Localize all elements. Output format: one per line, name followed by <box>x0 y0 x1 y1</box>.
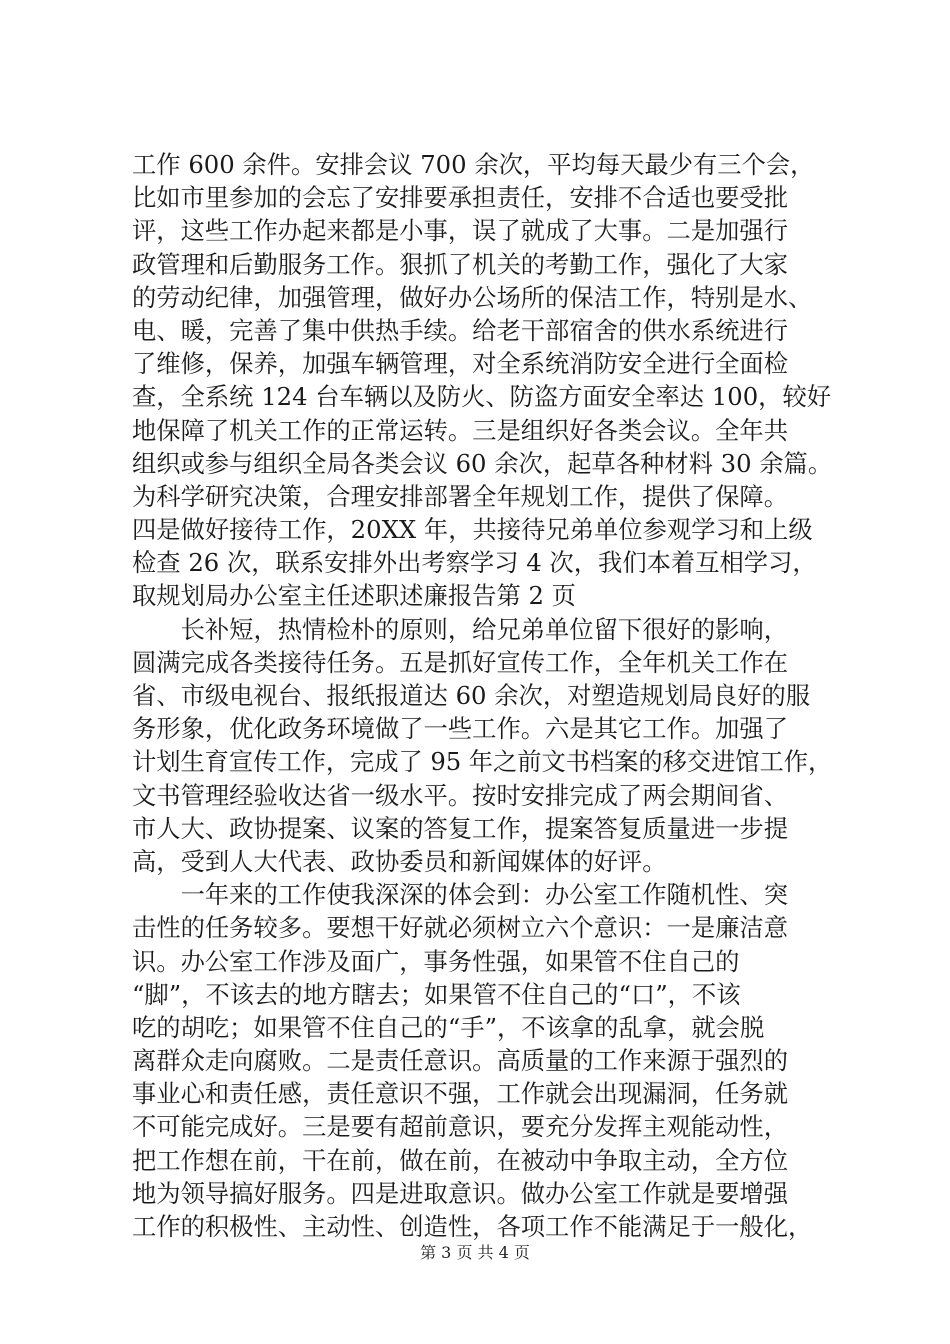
text-line: 务形象，优化政务环境做了一些工作。六是其它工作。加强了 <box>132 714 789 744</box>
text-line: 地保障了机关工作的正常运转。三是组织好各类会议。全年共 <box>132 415 789 445</box>
text-line: 评，这些工作办起来都是小事，误了就成了大事。二是加强行 <box>132 216 789 246</box>
text-line: 计划生育宣传工作，完成了 95 年之前文书档案的移交进馆工作， <box>132 747 833 777</box>
text-line: 识。办公室工作涉及面广，事务性强，如果管不住自己的 <box>132 946 740 976</box>
text-line: 组织或参与组织全局各类会议 60 余次，起草各种材料 30 余篇。 <box>132 448 833 478</box>
text-line: 的劳动纪律，加强管理，做好办公场所的保洁工作，特别是水、 <box>132 282 813 312</box>
text-line: “脚”，不该去的地方瞎去；如果管不住自己的“口”，不该 <box>132 979 741 1009</box>
text-line: 取规划局办公室主任述职述廉报告第 2 页 <box>132 581 576 611</box>
text-line: 离群众走向腐败。二是责任意识。高质量的工作来源于强烈的 <box>132 1046 789 1076</box>
text-line: 击性的任务较多。要想干好就必须树立六个意识：一是廉洁意 <box>132 913 789 943</box>
text-line: 查，全系统 124 台车辆以及防火、防盗方面安全率达 100，较好 <box>132 382 832 412</box>
document-body <box>132 148 832 1243</box>
text-line: 不可能完成好。三是要有超前意识，要充分发挥主观能动性， <box>132 1112 789 1142</box>
text-line: 了维修，保养，加强车辆管理，对全系统消防安全进行全面检 <box>132 349 789 379</box>
text-line: 为科学研究决策，合理安排部署全年规划工作，提供了保障。 <box>132 481 789 511</box>
text-line: 比如市里参加的会忘了安排要承担责任，安排不合适也要受批 <box>132 183 789 213</box>
text-line: 工作 600 余件。安排会议 700 余次，平均每天最少有三个会， <box>132 150 815 179</box>
text-line: 吃的胡吃；如果管不住自己的“手”，不该拿的乱拿，就会脱 <box>132 1012 765 1042</box>
page-footer: 第 3 页 共 4 页 <box>420 1243 530 1262</box>
text-line: 一年来的工作使我深深的体会到：办公室工作随机性、突 <box>132 880 789 910</box>
text-line: 把工作想在前，干在前，做在前，在被动中争取主动，全方位 <box>132 1145 789 1175</box>
text-line: 圆满完成各类接待任务。五是抓好宣传工作，全年机关工作在 <box>132 647 789 677</box>
text-line: 高，受到人大代表、政协委员和新闻媒体的好评。 <box>132 846 667 876</box>
text-line: 省、市级电视台、报纸报道达 60 余次，对塑造规划局良好的服 <box>132 681 811 710</box>
text-line: 电、暖，完善了集中供热手续。给老干部宿舍的供水系统进行 <box>132 315 789 345</box>
text-line: 检查 26 次，联系安排外出考察学习 4 次，我们本着互相学习， <box>132 548 817 578</box>
text-line: 市人大、政协提案、议案的答复工作，提案答复质量进一步提 <box>132 813 789 843</box>
text-line: 工作的积极性、主动性、创造性，各项工作不能满足于一般化， <box>132 1212 813 1241</box>
text-line: 长补短，热情检朴的原则，给兄弟单位留下很好的影响， <box>132 614 789 644</box>
text-line: 文书管理经验收达省一级水平。按时安排完成了两会期间省、 <box>132 780 789 810</box>
text-line: 事业心和责任感，责任意识不强，工作就会出现漏洞，任务就 <box>132 1079 789 1109</box>
text-line: 政管理和后勤服务工作。狠抓了机关的考勤工作，强化了大家 <box>132 249 789 279</box>
text-line: 地为领导搞好服务。四是进取意识。做办公室工作就是要增强 <box>132 1178 789 1208</box>
text-line: 四是做好接待工作，20XX 年，共接待兄弟单位参观学习和上级 <box>132 515 813 545</box>
